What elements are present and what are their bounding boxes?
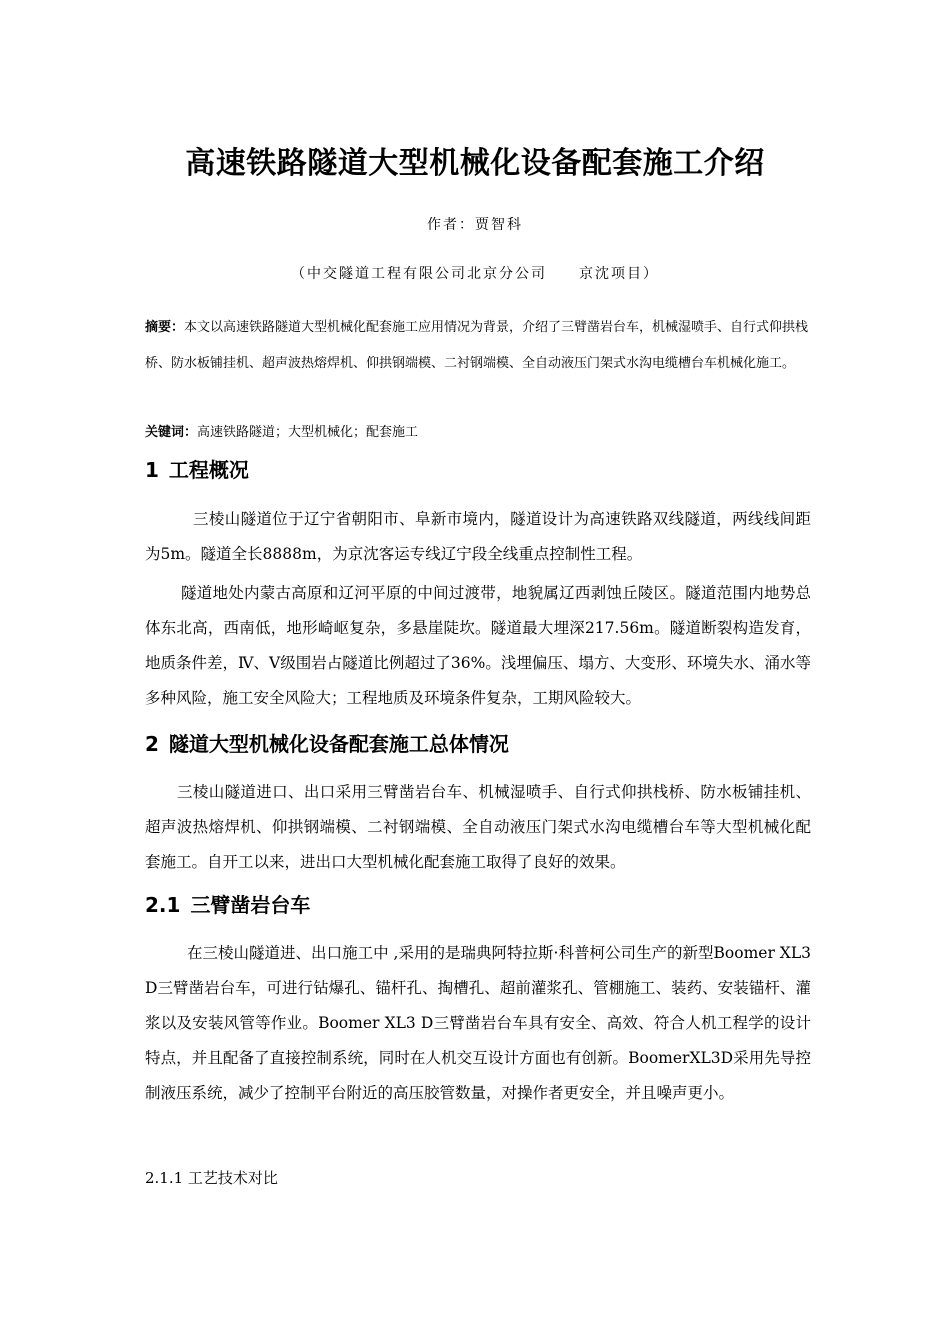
subsection-2-1-1-heading: 2.1.1 工艺技术对比	[145, 1169, 278, 1187]
document-title: 高速铁路隧道大型机械化设备配套施工介绍	[185, 146, 765, 181]
affiliation-project: 京沈项目）	[579, 266, 659, 282]
abstract-label: 摘要：	[145, 320, 185, 335]
section-1-heading	[145, 454, 249, 486]
abstract-text: 本文以高速铁路隧道大型机械化配套施工应用情况为背景，介绍了三臂凿岩台车，机械湿喷手、自行式仰拱栈桥、防水板铺挂机、超声波热熔焊机、仰拱钢端模、二衬钢端模、全自动液压门架式水沟电缆槽台车机械化施工。	[145, 320, 809, 371]
section-2-1-title: 三臂凿岩台车	[190, 893, 311, 917]
section-2-paragraph-1: 三棱山隧道进口、出口采用三臂凿岩台车、机械湿喷手、自行式仰拱栈桥、防水板铺挂机、超声波热熔焊机、仰拱钢端模、二衬钢端模、全自动液压门架式水沟电缆槽台车等大型机械化配套施工。自开工以来，进出口大型机械化配套施工取得了良好的效果。	[145, 783, 811, 871]
abstract	[145, 310, 810, 382]
section-1-paragraph-2: 隧道地处内蒙古高原和辽河平原的中间过渡带，地貌属辽西剥蚀丘陵区。隧道范围内地势总体东北高，西南低，地形崎岖复杂，多悬崖陡坎。隧道最大埋深217.56m。隧道断裂构造发育，地质条件差，Ⅳ、Ⅴ级围岩占隧道比例超过了36%。浅埋偏压、塌方、大变形、环境失水、涌水等多种风险，施工安全风险大；工程地质及环境条件复杂，工期风险较大。	[145, 584, 811, 707]
section-1-title: 工程概况	[168, 458, 249, 482]
affiliation-company: （中交隧道工程有限公司北京分公司	[291, 266, 547, 282]
keywords-label: 关键词：	[145, 425, 198, 440]
author-line: 作者：贾智科	[427, 217, 523, 233]
section-2-1-paragraph-1: 在三棱山隧道进、出口施工中 ,采用的是瑞典阿特拉斯·科普柯公司生产的新型Boomer XL3 D三臂凿岩台车，可进行钻爆孔、锚杆孔、掏槽孔、超前灌浆孔、管棚施工、装药、安装锚杆、灌浆以及安装风管等作业。Boomer XL3 D三臂凿岩台车具有安全、高效、符合人机工程学的设计特点，并且配备了直接控制系统，同时在人机交互设计方面也有创新。BoomerXL3D采用先导控制液压系统，减少了控制平台附近的高压胶管数量，对操作者更安全，并且噪声更小。	[145, 944, 811, 1102]
keywords-text: 高速铁路隧道；大型机械化；配套施工	[197, 425, 419, 440]
section-2-number: 2	[145, 732, 159, 756]
section-2-title: 隧道大型机械化设备配套施工总体情况	[168, 732, 509, 756]
keywords	[145, 421, 810, 445]
section-2-1-number: 2.1	[145, 893, 181, 917]
section-2-1-heading	[145, 889, 310, 921]
section-1-number: 1	[145, 458, 159, 482]
section-2-heading	[145, 728, 509, 760]
affiliation-line	[0, 261, 950, 287]
section-1-paragraph-1: 三棱山隧道位于辽宁省朝阳市、阜新市境内，隧道设计为高速铁路双线隧道，两线线间距为5m。隧道全长8888m，为京沈客运专线辽宁段全线重点控制性工程。	[145, 510, 811, 563]
